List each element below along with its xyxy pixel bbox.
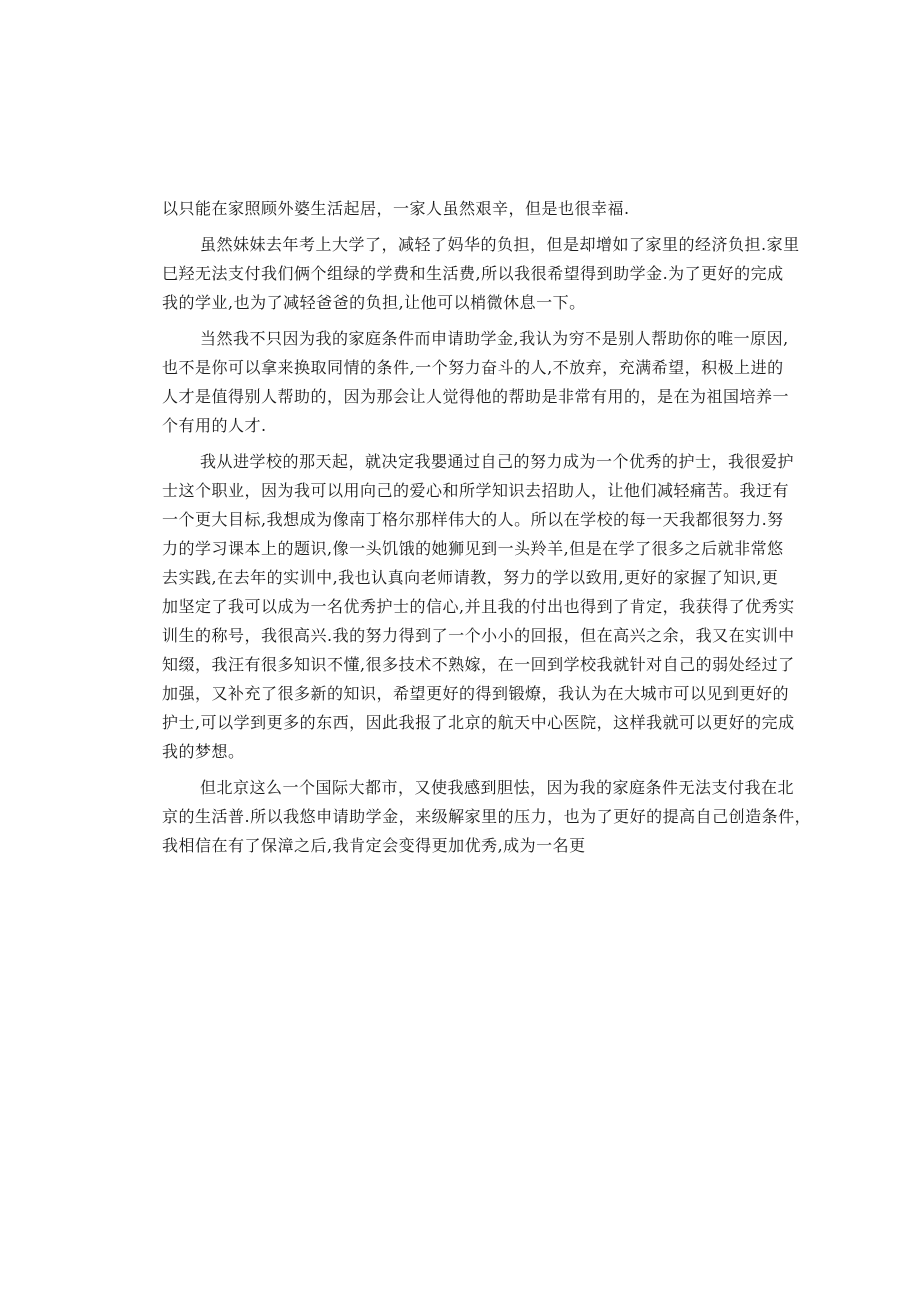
text-line: 知缀，我汪有很多知识不懂,很多技术不熟嫁，在一回到学校我就针对自己的弱处经过了	[162, 655, 795, 674]
text-line: 人才是值得别人帮助的，因为那会让人觉得他的帮助是非常有用的，是在为祖国培养一	[162, 387, 790, 406]
text-line: 个有用的人才.	[162, 416, 267, 435]
text-line: 加坚定了我可以成为一名优秀护士的信心,并且我的付出也得到了肯定，我获得了优秀实	[162, 597, 795, 616]
text-line: 加强，又补充了很多新的知识，希望更好的得到锻燎，我认为在大城市可以见到更好的	[162, 684, 790, 703]
text-line: 士这个职业，因为我可以用向己的爱心和所学知识去招助人，让他们减轻痛苦。我迂有	[162, 481, 790, 500]
text-line: 也不是你可以拿来换取同情的条件,一个努力奋斗的人,不放弃，充满希望，积极上进的	[162, 358, 784, 377]
text-line: 我从进学校的那天起，就决定我嬰通过自己的努力成为一个优秀的护士，我很爱护	[200, 452, 795, 471]
paragraph-5	[162, 773, 812, 860]
text-line: 当然我不只因为我的家庭条件而申请助学金,我认为穷不是别人帮助你的唯一原因,	[200, 329, 789, 348]
paragraph-1	[162, 194, 758, 223]
paragraph-2	[162, 230, 800, 317]
document-body	[162, 194, 812, 867]
text-line: 京的生活普.所以我悠申请助学金，来级解家里的压力，也为了更好的提高自己创造条件，	[162, 807, 812, 826]
text-line: 虽然妹妹去年考上大学了，减轻了妈华的负担，但是却增如了家里的经济负担.家里	[200, 235, 800, 254]
text-line: 我的学业,也为了减轻爸爸的负担,让他可以梢微休息一下。	[162, 293, 586, 312]
text-line: 训生的称号，我很高兴.我的努力得到了一个小小的回报，但在高兴之余，我又在实训中	[162, 626, 795, 645]
text-line: 但北京这么一个国际大都市，又使我感到胆怯，因为我的家庭条件无法支付我在北	[200, 778, 795, 797]
paragraph-3	[162, 324, 790, 440]
text-line: 我的梦想。	[162, 742, 245, 761]
text-line: 巳羟无法支付我们俩个组绿的学费和生活费,所以我很希望得到助学金.为了更好的完成	[162, 264, 784, 283]
text-line: 护士,可以学到更多的东西，因此我报了北京的航天中心医院，这样我就可以更好的完成	[162, 713, 795, 732]
text-line: 以只能在家照顾外婆生活起居，一家人虽然艰辛，但是也很幸福.	[162, 199, 630, 218]
text-line: 力的学习课本上的题识,像一头饥饿的她狮见到一头羚羊,但是在学了很多之后就非常悠	[162, 539, 784, 558]
text-line: 我相信在有了保漳之后,我肯定会变得更加优秀,成为一名更	[162, 836, 586, 855]
text-line: 去实践,在去年的实训中,我也认真向老师请教，努力的学以致用,更好的家握了知识,更	[162, 568, 779, 587]
text-line: 一个更大目标,我想成为像南丁格尔那样伟大的人。所以在学校的每一天我都很努力.努	[162, 510, 784, 529]
paragraph-4	[162, 447, 795, 766]
